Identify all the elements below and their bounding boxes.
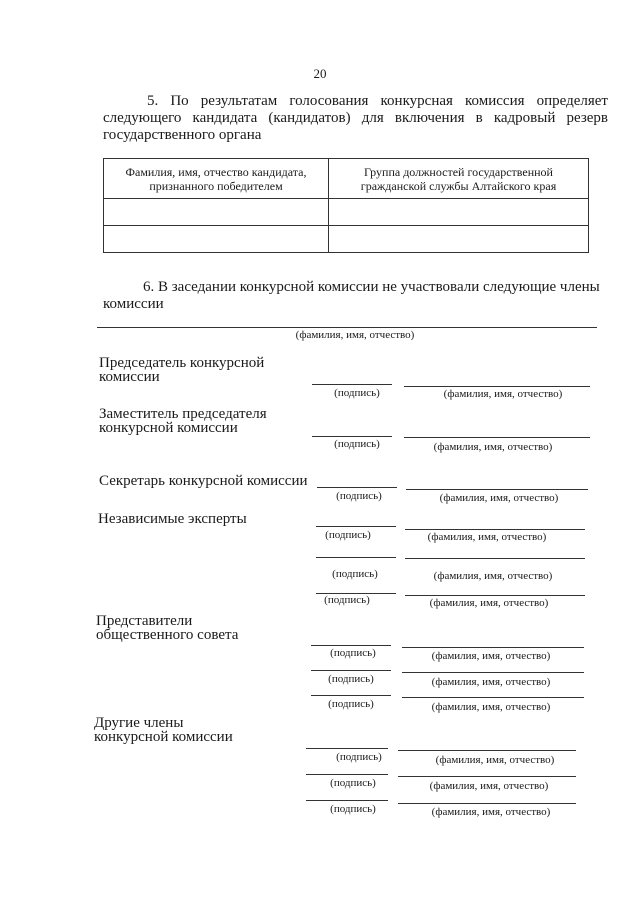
fio-caption: (фамилия, имя, отчество) (431, 650, 551, 662)
signature-caption: (подпись) (330, 803, 376, 815)
signature-line (306, 774, 388, 775)
section-6-line-1: 6. В заседании конкурсной комиссии не участвовали следующие члены (143, 279, 600, 295)
table-header-candidate: Фамилия, имя, отчество кандидата, признанного победителем (104, 159, 329, 199)
fio-line (406, 489, 588, 490)
signature-line (306, 800, 388, 801)
section-6-line-2: комиссии (103, 296, 164, 312)
fio-line (402, 697, 584, 698)
fio-caption: (фамилия, имя, отчество) (427, 531, 547, 543)
role-public-council-representatives: Представители общественного совета (96, 613, 239, 643)
fio-line (398, 776, 576, 777)
fio-caption: (фамилия, имя, отчество) (431, 806, 551, 818)
winners-table (103, 158, 589, 253)
fio-caption: (фамилия, имя, отчество) (431, 676, 551, 688)
table-header-row (104, 159, 589, 199)
signature-caption: (подпись) (325, 529, 371, 541)
fio-caption: (фамилия, имя, отчество) (431, 701, 551, 713)
signature-caption: (подпись) (328, 673, 374, 685)
signature-caption: (подпись) (334, 438, 380, 450)
fio-line (398, 803, 576, 804)
signature-caption: (подпись) (330, 777, 376, 789)
signature-caption: (подпись) (332, 568, 378, 580)
role-secretary: Секретарь конкурсной комиссии (99, 473, 308, 489)
fio-line (402, 647, 584, 648)
role-chair: Председатель конкурсной комиссии (99, 355, 265, 385)
fio-line (404, 386, 590, 387)
fio-line (404, 437, 590, 438)
fio-caption: (фамилия, имя, отчество) (439, 492, 559, 504)
signature-line (312, 384, 392, 385)
signature-line (316, 557, 396, 558)
section-5-line-3: государственного органа (103, 127, 262, 143)
fio-line (398, 750, 576, 751)
table-cell (329, 199, 589, 226)
signature-line (311, 645, 391, 646)
table-row (104, 199, 589, 226)
fio-caption: (фамилия, имя, отчество) (429, 780, 549, 792)
section-5-line-1: 5. По результатам голосования конкурсная комиссия определяет (147, 93, 608, 109)
signature-caption: (подпись) (324, 594, 370, 606)
table-header-position-group: Группа должностей государственной гражданской службы Алтайского края (329, 159, 589, 199)
section-5-text (103, 93, 608, 144)
fio-caption: (фамилия, имя, отчество) (429, 597, 549, 609)
fio-caption: (фамилия, имя, отчество) (443, 388, 563, 400)
signature-caption: (подпись) (334, 387, 380, 399)
table-row (104, 226, 589, 253)
role-independent-experts: Независимые эксперты (98, 511, 247, 527)
absent-members-line (97, 327, 597, 328)
signature-caption: (подпись) (328, 698, 374, 710)
signature-line (312, 436, 392, 437)
signature-line (317, 487, 397, 488)
signature-line (311, 670, 391, 671)
signature-caption: (подпись) (336, 490, 382, 502)
table-cell (104, 199, 329, 226)
absent-members-caption: (фамилия, имя, отчество) (295, 329, 415, 341)
section-6-text (103, 279, 608, 313)
table-cell (104, 226, 329, 253)
fio-caption: (фамилия, имя, отчество) (433, 570, 553, 582)
fio-line (402, 672, 584, 673)
signature-caption: (подпись) (330, 647, 376, 659)
role-deputy-chair: Заместитель председателя конкурсной комиссии (99, 406, 267, 436)
fio-line (405, 529, 585, 530)
signature-line (316, 526, 396, 527)
section-5-line-2: следующего кандидата (кандидатов) для включения в кадровый резерв (103, 110, 608, 126)
fio-caption: (фамилия, имя, отчество) (435, 754, 555, 766)
fio-line (405, 595, 585, 596)
role-other-members: Другие члены конкурсной комиссии (94, 715, 233, 745)
signature-line (306, 748, 388, 749)
fio-caption: (фамилия, имя, отчество) (433, 441, 553, 453)
table-cell (329, 226, 589, 253)
signature-caption: (подпись) (336, 751, 382, 763)
page-number: 20 (313, 66, 327, 81)
fio-line (405, 558, 585, 559)
signature-line (311, 695, 391, 696)
